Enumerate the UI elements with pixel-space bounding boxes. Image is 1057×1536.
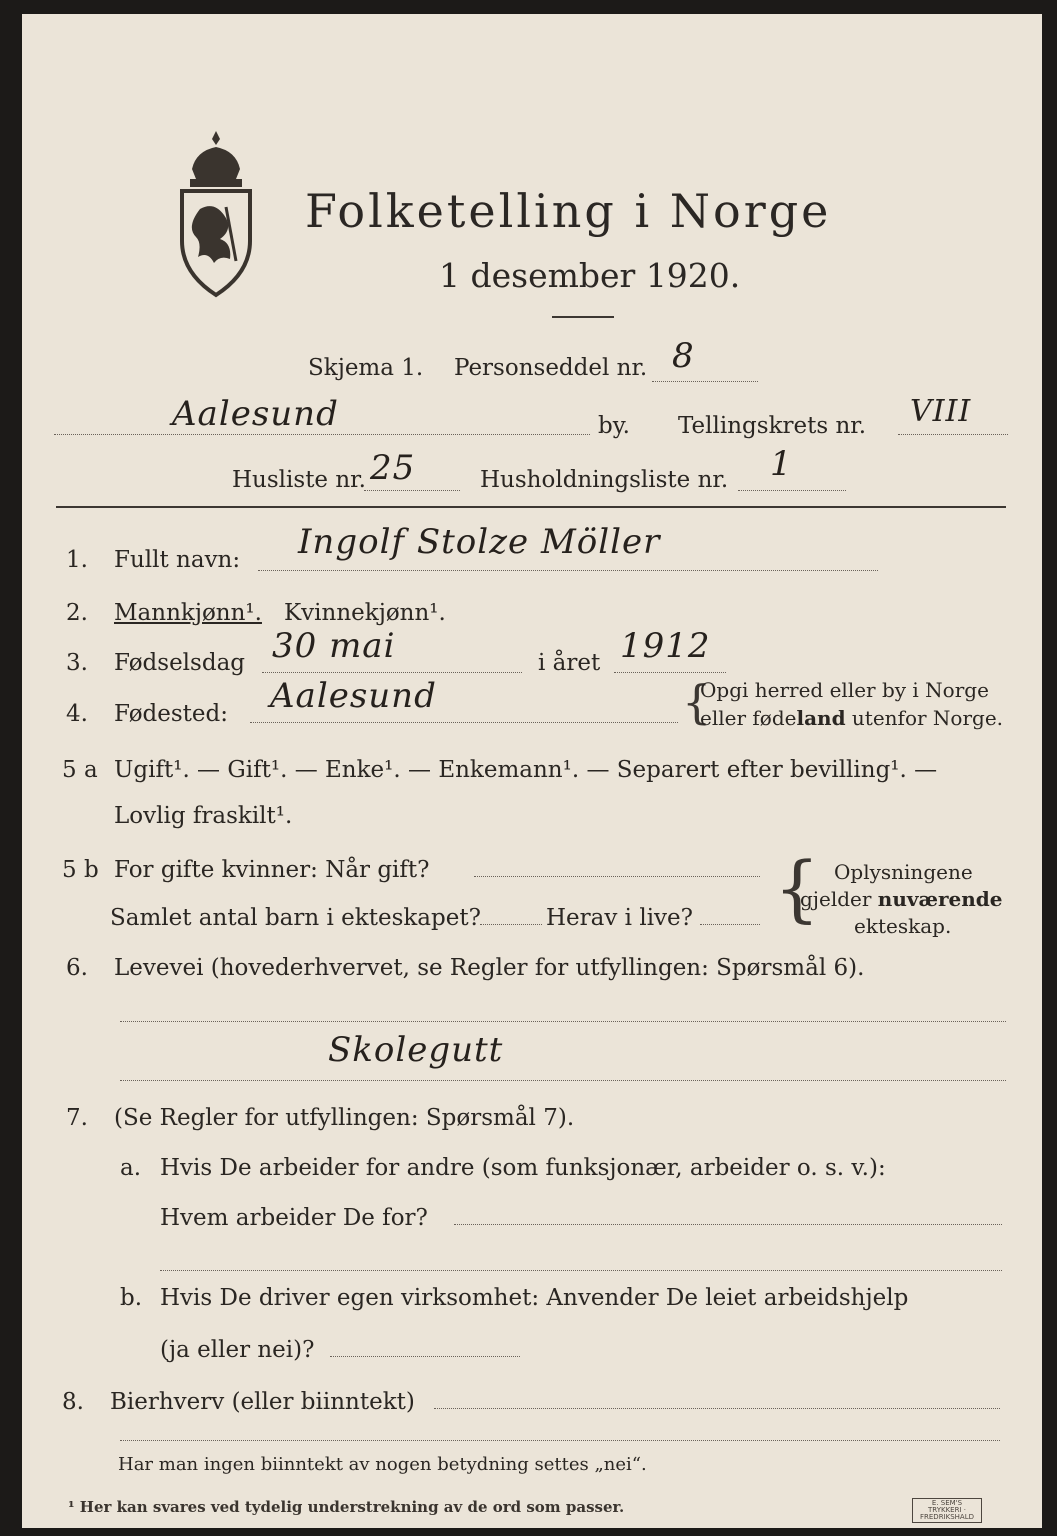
q6-field-line-1 [120,1021,1006,1022]
q3-field-line [262,672,522,673]
q5b-note-line1: Oplysningene [834,860,973,884]
q4-note-line1: Opgi herred eller by i Norge [700,678,989,702]
q1-label: Fullt navn: [114,547,241,573]
q5b-married-field-line [474,876,760,877]
census-form-sheet [22,14,1042,1528]
q1-value[interactable]: Ingolf Stolze Möller [298,522,661,562]
schema-label: Skjema 1. [308,355,424,381]
q6-value[interactable]: Skolegutt [328,1030,504,1070]
q7b-letter: b. [120,1285,143,1311]
q4-note-line2: eller fødeland utenfor Norge. [700,706,1004,730]
q5a-options[interactable]: Ugift¹. — Gift¹. — Enke¹. — Enkemann¹. — Separert efter bevilling¹. — [114,757,938,783]
q4-label: Fødested: [114,701,229,727]
q3-value[interactable]: 30 mai [272,626,396,666]
q8-label: Bierhverv (eller biinntekt) [110,1389,415,1415]
tellingskrets-label: Tellingskrets nr. [678,413,867,439]
q7b-field-line [330,1356,520,1357]
q3-number: 3. [66,650,88,676]
personseddel-field-line [652,381,758,382]
q7b-text: Hvis De driver egen virksomhet: Anvender De leiet arbeidshjelp [160,1285,909,1311]
husliste-field-line [364,490,460,491]
q5a-number: 5 a [62,757,98,783]
q7b-question: (ja eller nei)? [160,1337,315,1363]
q5b-note-line2: gjelder nuværende [800,887,1003,911]
q2-male-option[interactable]: Mannkjønn¹. [114,600,262,626]
husliste-label: Husliste nr. [232,467,366,493]
q4-field-line [250,722,678,723]
q6-label: Levevei (hovederhvervet, se Regler for utfyllingen: Spørsmål 6). [114,955,865,981]
q7a-field-line-2 [160,1270,1002,1271]
q3-year-value[interactable]: 1912 [620,626,711,666]
header-separator [56,506,1006,508]
q7a-question: Hvem arbeider De for? [160,1205,428,1231]
by-label: by. [598,413,630,439]
q3-year-label: i året [538,650,601,676]
personseddel-value[interactable]: 8 [672,336,695,376]
tellingskrets-value[interactable]: VIII [910,394,972,429]
q7a-text: Hvis De arbeider for andre (som funksjonær, arbeider o. s. v.): [160,1155,886,1181]
q5b-children-label: Samlet antal barn i ekteskapet? [110,905,481,931]
city-field-line [54,434,590,435]
q5b-alive-field-line [700,924,760,925]
q1-number: 1. [66,547,88,573]
q3-year-field-line [614,672,726,673]
personseddel-label: Personseddel nr. [454,355,648,381]
q4-note-brace: { [682,675,712,729]
q1-field-line [258,570,878,571]
q2-female-option[interactable]: Kvinnekjønn¹. [284,600,446,626]
q7a-field-line-1 [454,1224,1002,1225]
q5b-number: 5 b [62,857,99,883]
q5b-married-when: For gifte kvinner: Når gift? [114,857,430,883]
q7-number: 7. [66,1105,88,1131]
q7a-letter: a. [120,1155,142,1181]
city-value[interactable]: Aalesund [172,394,339,434]
footnote: ¹ Her kan svares ved tydelig understrekning av de ord som passer. [68,1498,625,1516]
q5b-children-field-line [480,924,542,925]
q4-number: 4. [66,701,88,727]
census-date: 1 desember 1920. [439,256,741,295]
q5b-note-brace: { [774,846,820,930]
husholdning-field-line [738,490,846,491]
q8-number: 8. [62,1389,84,1415]
husholdning-value[interactable]: 1 [770,444,793,484]
q5a-options-cont[interactable]: Lovlig fraskilt¹. [114,803,293,829]
q4-value[interactable]: Aalesund [270,676,437,716]
q6-number: 6. [66,955,88,981]
q8-field-line-1 [434,1408,1000,1409]
printer-stamp: E. SEM'S TRYKKERI · FREDRIKSHALD [912,1498,982,1523]
title-divider [552,316,614,318]
q5b-alive-label: Herav i live? [546,905,693,931]
q5b-note-line3: ekteskap. [854,914,952,938]
tellingskrets-field-line [898,434,1008,435]
husliste-value[interactable]: 25 [370,448,416,488]
q3-label: Fødselsdag [114,650,246,676]
q6-field-line-2 [120,1080,1006,1081]
q7-label: (Se Regler for utfyllingen: Spørsmål 7). [114,1105,575,1131]
norwegian-coat-of-arms-icon [170,129,262,299]
page-title: Folketelling i Norge [305,184,832,238]
q2-number: 2. [66,600,88,626]
husholdning-label: Husholdningsliste nr. [480,467,729,493]
q8-note: Har man ingen biinntekt av nogen betydning settes „nei“. [118,1454,647,1475]
q8-field-line-2 [120,1440,1000,1441]
